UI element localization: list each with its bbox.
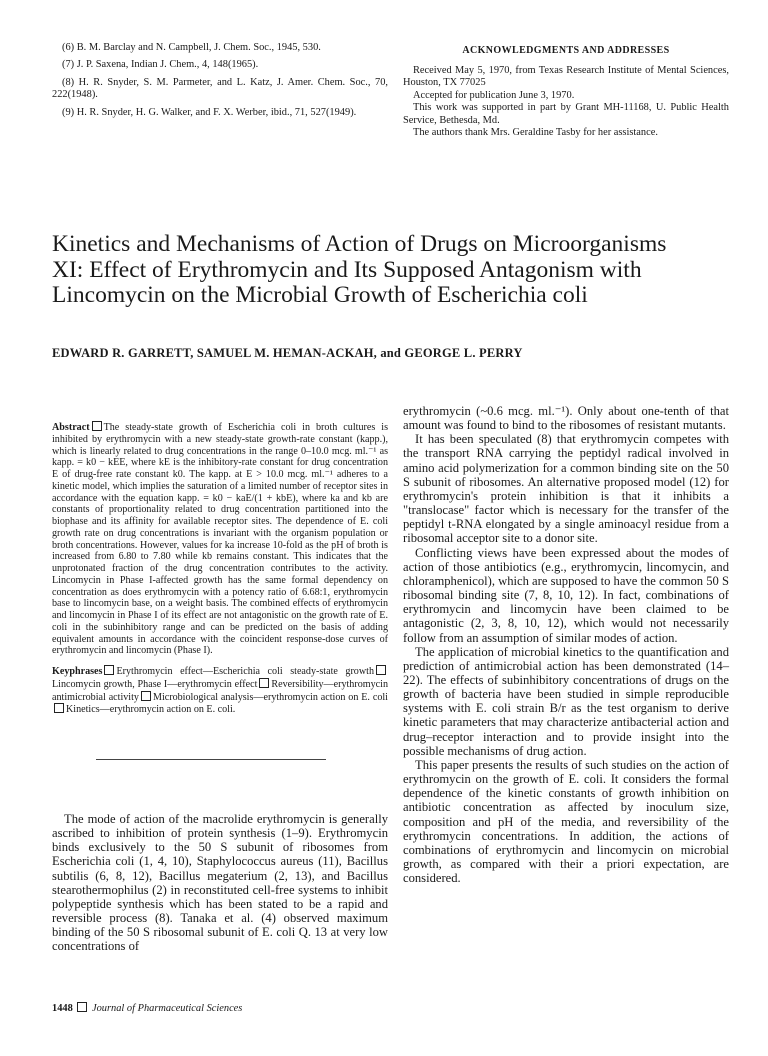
acknowledgment-paragraph: Received May 5, 1970, from Texas Research Institute of Mental Sciences, Houston, TX 77025: [403, 65, 729, 89]
body-paragraph: erythromycin (~0.6 mcg. ml.⁻¹). Only about one-tenth of that amount was found to bind to the ribosomes of resistant mutants.: [403, 404, 729, 433]
reference-item: (6) B. M. Barclay and N. Campbell, J. Chem. Soc., 1945, 530.: [62, 42, 321, 53]
body-paragraph: It has been speculated (8) that erythromycin competes with the transport RNA carrying the peptidyl radical involved in amino acid polymerization for a common binding site on the 50 S subunit of ribosomes. An alternative proposed model (12) for erythromycin's protein inhibition is that it inhibits a "translocase" factor which is necessary for the transfer of the peptidyl t-RNA elongated by a single aminoacyl residue from a ribosomal acceptor site to a donor site.: [403, 432, 729, 546]
acknowledgment-paragraph: This work was supported in part by Grant MH-11168, U. Public Health Service, Bethesda, Md.: [403, 102, 729, 126]
acknowledgments-heading: ACKNOWLEDGMENTS AND ADDRESSES: [462, 45, 670, 56]
keyphrase-item: Microbiological analysis—erythromycin action on E. coli: [152, 691, 388, 703]
body-paragraph: The application of microbial kinetics to the quantification and prediction of antimicrobial action has been demonstrated (14–22). The effects of subinhibitory concentrations of drugs on the growth of bacteria have been studied in simple reproducible systems with E. coli strain B/r as the test organism to derive kinetic parameters that may characterize antibacterial action and drug–receptor interaction and to provide insight into the possible mechanisms of drug action.: [403, 644, 729, 758]
keyphrase-item: Kinetics—erythromycin action on E. coli.: [66, 704, 236, 716]
box-bullet-icon: [77, 1002, 87, 1012]
keyphrase-item: Erythromycin effect—Escherichia coli steady-state growth: [116, 666, 374, 677]
page-footer: [52, 1002, 242, 1014]
box-bullet-icon: [92, 421, 102, 431]
reference-list: [52, 42, 388, 124]
acknowledgment-paragraph: The authors thank Mrs. Geraldine Tasby for her assistance.: [413, 127, 658, 139]
abstract-label: Abstract: [52, 422, 90, 433]
acknowledgments-section: [403, 45, 729, 139]
abstract-text: The steady-state growth of Escherichia coli in broth cultures is inhibited by erythromycin with a new steady-state growth-rate constant (kapp.), which is linearly related to drug concentrations in the range 0–10.0 mcg. ml.⁻¹ as kapp. = k0 − kEE, where kE is the inhibitory-rate constant for drug concentration E of drug-free rate constant k0. The kapp. at E > 10.0 mcg. ml.⁻¹ adheres to a kinetic model, which implies the saturation of a limited number of receptor sites in accordance with the equation kapp. = k0 − kaE/(1 + kbE), where ka and kb are constants of proportionality related to drug concentration partitioned into the biophase and its affinity for available receptor sites. The dependence of E. coli growth rate on drug concentrations is invariant with the organism population or broth concentrations. However, values for ka increase 10-fold as the pH of broth is increased from 6.80 to 7.80 while kb remains constant. This indicates that the unprotonated fraction of the drug concentration contributes to the activity. Lincomycin in Phase I-affected growth has the same formal dependency on concentration as does erythromycin with a potency ratio of 6.68:1, erythromycin base to lincomycin base, on a weight basis. The combined effects of erythromycin and lincomycin in Phase I of its effect are not antagonistic on the growth rate of E. coli in the subinhibitory range and can be predicted on the basis of adding equivalent amounts in accordance with the coincident response-dose curves of erythromycin and lincomycin (Phase I).: [52, 422, 388, 657]
article-authors: EDWARD R. GARRETT, SAMUEL M. HEMAN-ACKAH, and GEORGE L. PERRY: [52, 346, 523, 360]
article-title: Kinetics and Mechanisms of Action of Drugs on Microorganisms XI: Effect of Erythromycin and Its Supposed Antagonism with Lincomycin on the Microbial Growth of Escherichia coli: [52, 231, 667, 308]
box-bullet-icon: [54, 703, 64, 713]
keyphrase-item: Reversibility—erythromycin antimicrobial activity: [52, 678, 388, 703]
body-paragraph: This paper presents the results of such studies on the action of erythromycin on the growth of E. coli. It considers the formal dependence of the kinetic constants of growth inhibition on antibiotic concentration as affected by inoculum size, composition and pH of the media, and reversibility of the erythromycin concentrations. In addition, the actions of combinations of erythromycin and lincomycin on microbial growth, as compared with their a priori expectation, are considered.: [403, 757, 729, 886]
box-bullet-icon: [104, 665, 114, 675]
body-column-right: [403, 404, 729, 885]
body-paragraph: Conflicting views have been expressed about the modes of action of those antibiotics (e.g., erythromycin, lincomycin, and chloramphenicol), which are supposed to have the common 50 S ribosomal binding site (7, 8, 10, 12). In fact, combinations of erythromycin and lincomycin have been claimed to be antagonistic (2, 3, 8, 10, 12), which would not necessarily follow from an assumption of similar modes of action.: [403, 545, 729, 645]
abstract: [52, 421, 388, 657]
box-bullet-icon: [259, 678, 269, 688]
body-paragraph: The mode of action of the macrolide erythromycin is generally ascribed to inhibition of protein synthesis (1–9). Erythromycin binds exclusively to the 50 S subunit of ribosomes from Escherichia coli (1, 4, 10), Staphylococcus aureus (11), Bacillus subtilis (6, 8, 12), Bacillus megaterium (2, 13), and Bacillus stearothermophilus (2) in reconstituted cell-free systems to inhibit polypeptide synthesis which has been stated to be a rapid and reversible process (8). Tanaka et al. (4) observed maximum binding of the 50 S ribosomal subunit of E. coli Q. 13 at very low concentrations of: [52, 812, 388, 954]
box-bullet-icon: [376, 665, 386, 675]
keyphrases: [52, 665, 388, 716]
body-column-left: [52, 812, 388, 954]
acknowledgment-paragraph: Accepted for publication June 3, 1970.: [413, 89, 575, 101]
section-divider: [96, 759, 326, 760]
journal-name: Journal of Pharmaceutical Sciences: [92, 1003, 243, 1014]
abstract-block: [52, 421, 388, 716]
page-number: 1448: [52, 1003, 73, 1014]
keyphrase-item: Lincomycin growth, Phase I—erythromycin effect: [52, 678, 258, 690]
reference-item: (9) H. R. Snyder, H. G. Walker, and F. X. Werber, ibid., 71, 527(1949).: [62, 106, 357, 118]
reference-item: (7) J. P. Saxena, Indian J. Chem., 4, 148(1965).: [62, 59, 259, 71]
reference-item: (8) H. R. Snyder, S. M. Parmeter, and L. Katz, J. Amer. Chem. Soc., 70, 222(1948).: [52, 76, 388, 101]
box-bullet-icon: [141, 691, 151, 701]
keyphrases-label: Keyphrases: [52, 666, 103, 677]
